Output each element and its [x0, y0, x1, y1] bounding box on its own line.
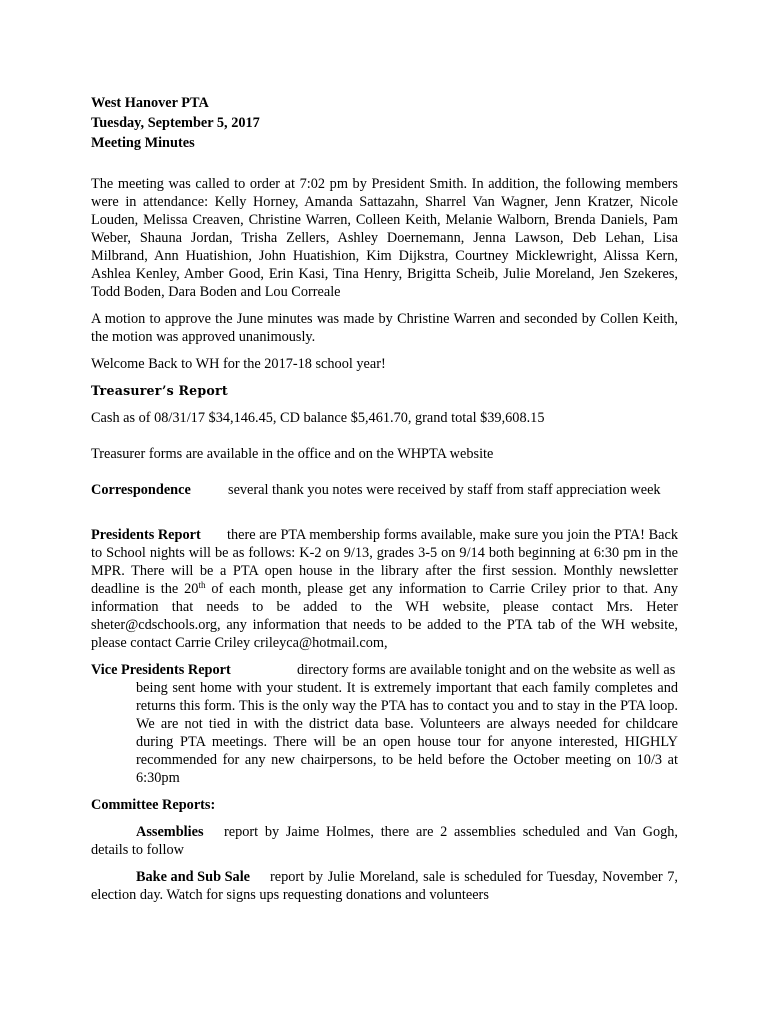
vice-presidents-report-text-cont: being sent home with your student. It is extremely important that each family completes and returns this form. This is the only way the PTA has to contact you and to stay in the PTA loop. We are not tied in with the district data base. Volunteers are always needed for childcare during PTA meetings. There will be an open house tour for anyone interested, HIGHLY recommended for any new chairpersons, to be held before the October meeting on 10/3 at 6:30pm: [136, 680, 678, 786]
welcome-paragraph: Welcome Back to WH for the 2017-18 school year!: [91, 356, 386, 372]
document-type: Meeting Minutes: [91, 135, 195, 151]
org-name: West Hanover PTA: [91, 95, 209, 111]
treasurer-report-title: [91, 382, 678, 400]
committee-reports-heading: [91, 796, 678, 814]
presidents-report-text: there are PTA membership forms available, make sure you join the PTA! Back to School nights will be as follows: K-2 on 9/13, grades 3-5 on 9/14 both beginning at 6:30 pm in the MPR. There will be a PTA open house in the library after the first session. Monthly newsletter deadline is the 20: [91, 527, 678, 597]
presidents-report-title: Presidents Report: [91, 527, 201, 543]
treasurer-title: Treasurer’s Report: [91, 383, 228, 398]
document-header: [91, 93, 678, 153]
vice-presidents-report-section: [91, 661, 678, 787]
presidents-report-section: [91, 526, 678, 652]
meeting-date: Tuesday, September 5, 2017: [91, 115, 260, 131]
treasurer-cash: Cash as of 08/31/17 $34,146.45, CD balance $5,461.70, grand total $39,608.15: [91, 410, 545, 426]
committee-item-text: report by Jaime Holmes, there are 2 assemblies scheduled and Van Gogh, details to follow: [91, 824, 678, 858]
presidents-report-text-cont: of each month, please get any information to Carrie Criley prior to that. Any information that needs to be added to the WH website, please contact Mrs. Heter sheter@cdschools.org, any information that needs to be added to the PTA tab of the WH website, please contact Carrie Criley crileyca@hotmail.com,: [91, 581, 678, 651]
committee-item-bake-sale: [91, 868, 678, 904]
committee-item-title: Assemblies: [136, 824, 204, 840]
vice-presidents-report-title: Vice Presidents Report: [91, 662, 231, 678]
vice-presidents-first-line: [91, 661, 678, 679]
attendance-paragraph: The meeting was called to order at 7:02 pm by President Smith. In addition, the following members were in attendance: Kelly Horney, Amanda Sattazahn, Sharrel Van Wagner, Jenn Kratzer, Nicole Louden, Melissa Creaven, Christine Warren, Colleen Keith, Melanie Walborn, Brenda Daniels, Pam Weber, Shauna Jordan, Trisha Zellers, Ashley Doernemann, Jenna Lawson, Deb Lehan, Lisa Milbrand, Ann Huatishion, John Huatishion, Kim Dijkstra, Courtney Micklewright, Alissa Kern, Ashlea Kenley, Amber Good, Erin Kasi, Tina Henry, Brigitta Scheib, Julie Moreland, Jen Szekeres, Todd Boden, Dara Boden and Lou Correale: [91, 176, 678, 300]
committee-item-title: Bake and Sub Sale: [136, 869, 251, 885]
treasurer-forms: Treasurer forms are available in the office and on the WHPTA website: [91, 446, 494, 462]
correspondence-section: [91, 481, 678, 499]
ordinal-suffix: th: [198, 580, 206, 590]
committee-item-text: report by Julie Moreland, sale is scheduled for Tuesday, November 7, election day. Watch for signs ups requesting donations and volunteers: [91, 869, 678, 903]
committee-item-assemblies: [91, 823, 678, 859]
correspondence-text: several thank you notes were received by staff from staff appreciation week: [228, 482, 661, 498]
motion-paragraph: A motion to approve the June minutes was made by Christine Warren and seconded by Collen Keith, the motion was approved unanimously.: [91, 311, 678, 345]
document-page: [91, 93, 678, 904]
vice-presidents-report-text: directory forms are available tonight and on the website as well as: [297, 662, 676, 678]
committee-reports-title: Committee Reports:: [91, 797, 216, 813]
correspondence-title: Correspondence: [91, 482, 191, 498]
